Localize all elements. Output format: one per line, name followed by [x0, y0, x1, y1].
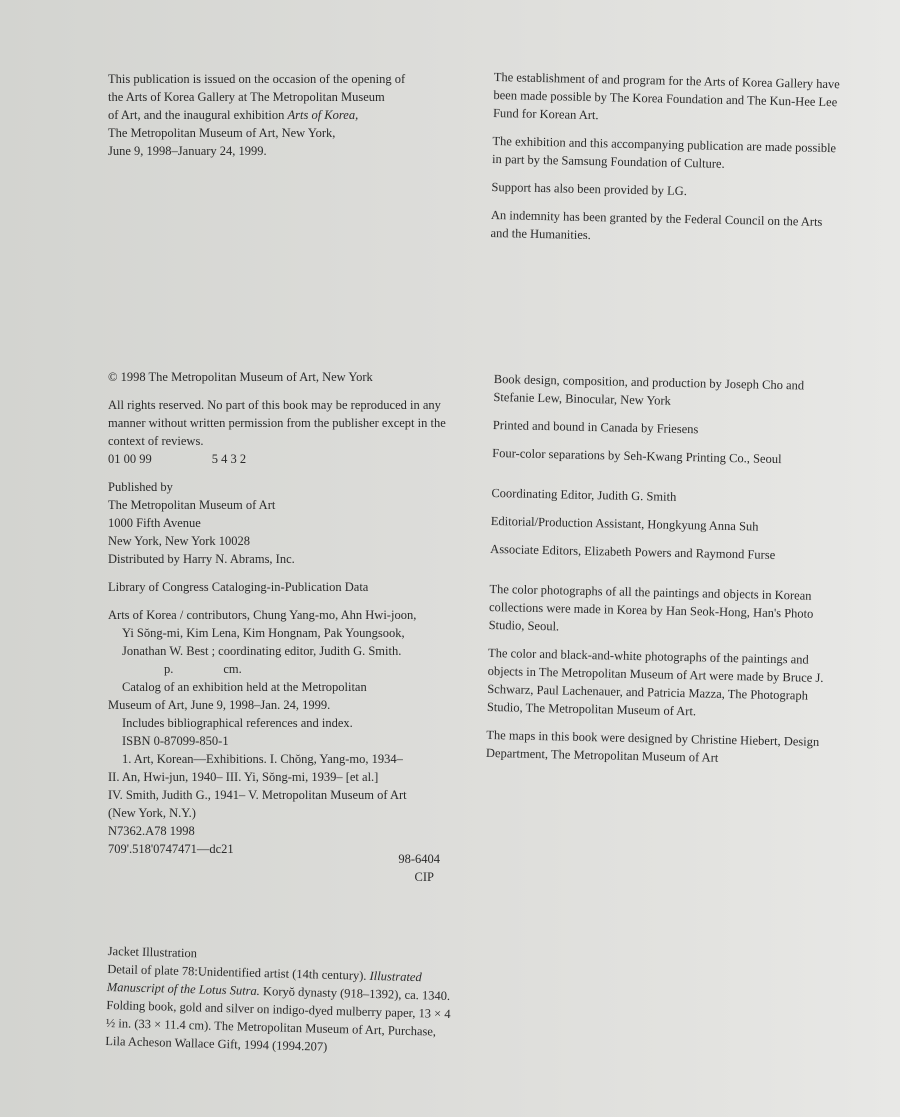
cip-line: 709'.518'0747471—dc21: [108, 842, 234, 856]
credit-line: Editorial/Production Assistant, Hongkyung Anna Suh: [490, 513, 759, 534]
photo-credit: The maps in this book were designed by Christine Hiebert, Design Department, The Metropolitan Museum of Art: [485, 727, 820, 765]
cip-line: 1. Art, Korean—Exhibitions. I. Chŏng, Yang-mo, 1934–: [122, 752, 403, 766]
publisher-line: New York, New York 10028: [108, 534, 251, 548]
funding-section: [490, 68, 844, 259]
cip-line: Jonathan W. Best ; coordinating editor, Judith G. Smith.: [122, 644, 402, 658]
cip-heading: Library of Congress Cataloging-in-Publication Data: [108, 580, 369, 594]
occasion-statement: [108, 70, 458, 160]
cip-line: Yi Sŏng-mi, Kim Lena, Kim Hongnam, Pak Youngsook,: [122, 626, 405, 640]
cip-line: Arts of Korea / contributors, Chung Yang-mo, Ahn Hwi-joon,: [108, 608, 417, 622]
cip-line: IV. Smith, Judith G., 1941– V. Metropolitan Museum of Art: [108, 788, 407, 802]
credit-line: Book design, composition, and production by Joseph Cho and Stefanie Lew, Binocular, New York: [493, 371, 805, 408]
cip-line: Catalog of an exhibition held at the Metropolitan: [122, 680, 367, 694]
credit-line: Coordinating Editor, Judith G. Smith: [491, 485, 677, 504]
exhibition-title: Arts of Korea,: [287, 108, 359, 122]
credit-line: Printed and bound in Canada by Friesens: [492, 417, 699, 437]
funding-paragraph: The establishment of and program for the Arts of Korea Gallery have been made possible by The Korea Foundation and The Kun-Hee Lee Fund for Korean Art.: [492, 69, 840, 123]
funding-paragraph: An indemnity has been granted by the Federal Council on the Arts and the Humanities.: [490, 207, 823, 243]
cip-line: p. cm.: [164, 662, 242, 676]
cip-line: CIP: [414, 870, 434, 884]
cip-record: [108, 606, 458, 886]
cip-line: 98-6404: [398, 852, 440, 866]
photo-credit: The color photographs of all the paintings and objects in Korean collections were made in Korea by Han Seok-Hong, Han's Photo Studio, Seoul.: [488, 581, 814, 634]
occasion-line: The Metropolitan Museum of Art, New York,: [108, 126, 336, 140]
credits-section: [486, 370, 844, 779]
cip-line: Includes bibliographical references and index.: [122, 716, 353, 730]
copyright-notice: © 1998 The Metropolitan Museum of Art, New York: [108, 370, 373, 384]
cip-line: (New York, N.Y.): [108, 806, 196, 820]
publisher-line: Published by: [108, 480, 173, 494]
publisher-line: 1000 Fifth Avenue: [108, 516, 201, 530]
copyright-section: [108, 368, 458, 886]
occasion-line: This publication is issued on the occasion of the opening of: [108, 72, 406, 86]
occasion-line: June 9, 1998–January 24, 1999.: [108, 144, 267, 158]
rights-notice: All rights reserved. No part of this book may be reproduced in any manner without written permission from the publisher except in the context of reviews.: [108, 398, 446, 448]
publisher-line: Distributed by Harry N. Abrams, Inc.: [108, 552, 295, 566]
cip-line: II. An, Hwi-jun, 1940– III. Yi, Sŏng-mi, 1939– [et al.]: [108, 770, 379, 784]
funding-paragraph: The exhibition and this accompanying publication are made possible in part by the Samsung Foundation of Culture.: [491, 133, 837, 171]
credit-line: Four-color separations by Seh-Kwang Printing Co., Seoul: [492, 445, 782, 467]
jacket-section: [105, 942, 458, 1059]
occasion-line: of Art, and the inaugural exhibition Arts of Korea,: [108, 108, 359, 122]
cip-line: Museum of Art, June 9, 1998–Jan. 24, 1999.: [108, 698, 331, 712]
cip-line: N7362.A78 1998: [108, 824, 195, 838]
funding-paragraph: Support has also been provided by LG.: [491, 179, 688, 199]
occasion-line: the Arts of Korea Gallery at The Metropolitan Museum: [108, 90, 385, 104]
publisher-block: [108, 478, 458, 568]
jacket-heading: Jacket Illustration: [107, 943, 198, 961]
credit-line: Associate Editors, Elizabeth Powers and Raymond Furse: [490, 541, 776, 562]
publisher-line: The Metropolitan Museum of Art: [108, 498, 276, 512]
jacket-caption: Detail of plate 78:Unidentified artist (14th century). Illustrated Manuscript of the Lotus Sutra. Koryŏ dynasty (918–1392), ca. 1340. Folding book, gold and silver on indigo-dyed mulberry paper, 13 × 4 ½ in. (33 × 11.4 cm). The Metropolitan Museum of Art, Purchase, Lila Acheson Wallace Gift, 1994 (1994.207): [105, 961, 451, 1054]
printing-line: 01 00 99 5 4 3 2: [108, 452, 247, 466]
cip-line: ISBN 0-87099-850-1: [122, 734, 229, 748]
photo-credit: The color and black-and-white photographs of the paintings and objects in The Metropolitan Museum of Art were made by Bruce J. Schwarz, Paul Lachenauer, and Patricia Mazza, The Photograph Studio, The Metropolitan Museum of Art.: [486, 645, 824, 719]
